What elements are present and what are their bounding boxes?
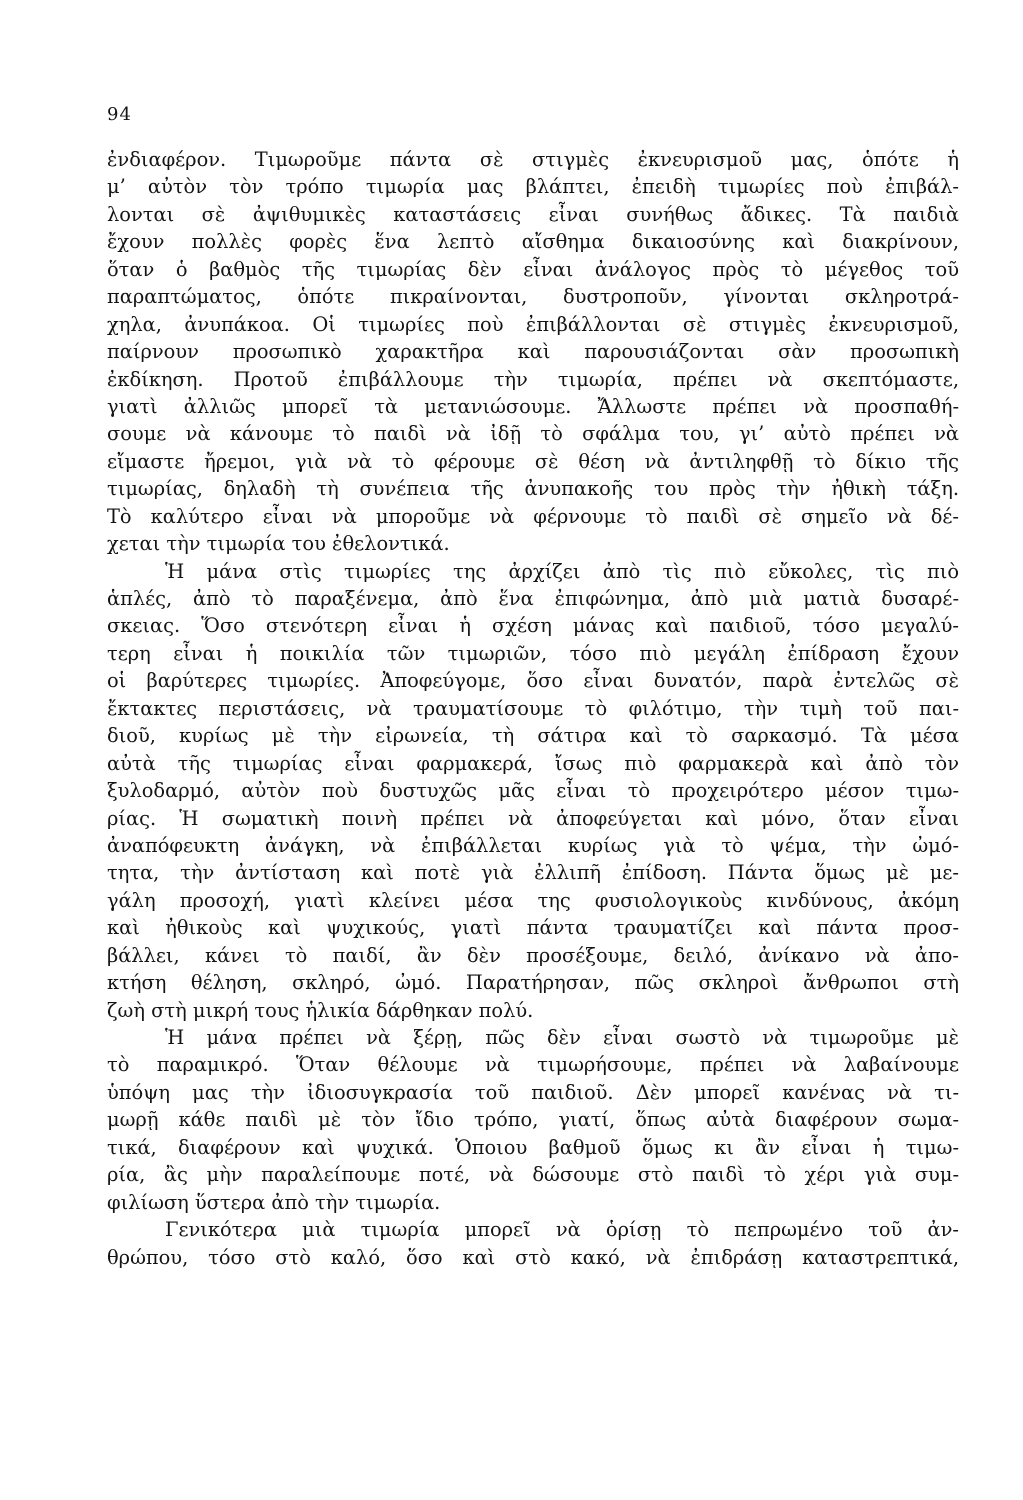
text-line: τερη εἶναι ἡ ποικιλία τῶν τιμωριῶν, τόσο πιὸ μεγάλη ἐπίδραση ἔχουν (107, 641, 959, 665)
text-line: ἐκδίκηση. Προτοῦ ἐπιβάλλουμε τὴν τιμωρία, πρέπει νὰ σκεπτόμαστε, (107, 367, 959, 391)
text-line: λονται σὲ ἀψιθυμικὲς καταστάσεις εἶναι συνήθως ἄδικες. Τὰ παιδιὰ (107, 202, 959, 226)
text-line: ζωὴ στὴ μικρή τους ἡλικία δάρθηκαν πολύ. (107, 998, 534, 1022)
text-line: τιμωρίας, δηλαδὴ τὴ συνέπεια τῆς ἀνυπακοῆς του πρὸς τὴν ἠθικὴ τάξη. (107, 477, 959, 501)
text-line: ἔκτακτες περιστάσεις, νὰ τραυματίσουμε τὸ φιλότιμο, τὴν τιμὴ τοῦ παι- (107, 696, 959, 720)
text-line: βάλλει, κάνει τὸ παιδί, ἂν δὲν προσέξουμε, δειλό, ἀνίκανο νὰ ἀπο- (107, 943, 959, 967)
text-line: χηλα, ἀνυπάκοα. Οἱ τιμωρίες ποὺ ἐπιβάλλονται σὲ στιγμὲς ἐκνευρισμοῦ, (107, 312, 959, 336)
text-line: αὐτὰ τῆς τιμωρίας εἶναι φαρμακερά, ἴσως πιὸ φαρμακερὰ καὶ ἀπὸ τὸν (107, 751, 959, 775)
text-line: Γενικότερα μιὰ τιμωρία μπορεῖ νὰ ὁρίσῃ τὸ πεπρωμένο τοῦ ἀν- (165, 1218, 959, 1242)
text-line: σκειας. Ὅσο στενότερη εἶναι ἡ σχέση μάνας καὶ παιδιοῦ, τόσο μεγαλύ- (107, 614, 959, 638)
text-line: καὶ ἠθικοὺς καὶ ψυχικούς, γιατὶ πάντα τραυματίζει καὶ πάντα προσ- (107, 916, 959, 940)
body-text (107, 146, 959, 1271)
text-line: Ἡ μάνα στὶς τιμωρίες της ἀρχίζει ἀπὸ τὶς πιὸ εὔκολες, τὶς πιὸ (165, 559, 959, 583)
text-line: γάλη προσοχή, γιατὶ κλείνει μέσα της φυσιολογικοὺς κινδύνους, ἀκόμη (107, 888, 959, 912)
text-line: φιλίωση ὕστερα ἀπὸ τὴν τιμωρία. (107, 1190, 441, 1214)
text-line: ἁπλές, ἀπὸ τὸ παραξένεμα, ἀπὸ ἕνα ἐπιφώνημα, ἀπὸ μιὰ ματιὰ δυσαρέ- (107, 587, 959, 610)
text-line: ὅταν ὁ βαθμὸς τῆς τιμωρίας δὲν εἶναι ἀνάλογος πρὸς τὸ μέγεθος τοῦ (107, 257, 959, 281)
text-line: τητα, τὴν ἀντίσταση καὶ ποτὲ γιὰ ἐλλιπῆ ἐπίδοση. Πάντα ὅμως μὲ με- (107, 861, 959, 885)
text-line: ἐνδιαφέρον. Τιμωροῦμε πάντα σὲ στιγμὲς ἐκνευρισμοῦ μας, ὁπότε ἡ (107, 148, 959, 171)
text-line: ὑπόψη μας τὴν ἰδιοσυγκρασία τοῦ παιδιοῦ. Δὲν μπορεῖ κανένας νὰ τι- (107, 1080, 959, 1104)
text-line: Τὸ καλύτερο εἶναι νὰ μποροῦμε νὰ φέρνουμε τὸ παιδὶ σὲ σημεῖο νὰ δέ- (107, 504, 959, 528)
text-line: κτήση θέληση, σκληρό, ὠμό. Παρατήρησαν, πῶς σκληροὶ ἄνθρωποι στὴ (107, 971, 959, 995)
text-line: οἱ βαρύτερες τιμωρίες. Ἀποφεύγομε, ὅσο εἶναι δυνατόν, παρὰ ἐντελῶς σὲ (107, 669, 959, 693)
text-line: διοῦ, κυρίως μὲ τὴν εἰρωνεία, τὴ σάτιρα καὶ τὸ σαρκασμό. Τὰ μέσα (107, 724, 959, 748)
text-line: σουμε νὰ κάνουμε τὸ παιδὶ νὰ ἰδῇ τὸ σφάλμα του, γι’ αὐτὸ πρέπει νὰ (107, 422, 959, 446)
text-line: εἴμαστε ἤρεμοι, γιὰ νὰ τὸ φέρουμε σὲ θέση νὰ ἀντιληφθῇ τὸ δίκιο τῆς (107, 449, 959, 473)
text-line: ξυλοδαρμό, αὐτὸν ποὺ δυστυχῶς μᾶς εἶναι τὸ προχειρότερο μέσον τιμω- (107, 779, 959, 803)
text-line: Ἡ μάνα πρέπει νὰ ξέρῃ, πῶς δὲν εἶναι σωστὸ νὰ τιμωροῦμε μὲ (165, 1026, 959, 1049)
text-line: τικά, διαφέρουν καὶ ψυχικά. Ὁποιου βαθμοῦ ὅμως κι ἂν εἶναι ἡ τιμω- (107, 1135, 959, 1159)
page-number: 94 (107, 104, 132, 125)
text-line: ρία, ἂς μὴν παραλείπουμε ποτέ, νὰ δώσουμε στὸ παιδὶ τὸ χέρι γιὰ συμ- (107, 1163, 959, 1187)
text-line: γιατὶ ἀλλιῶς μπορεῖ τὰ μετανιώσουμε. Ἄλλωστε πρέπει νὰ προσπαθή- (107, 394, 959, 418)
text-line: παραπτώματος, ὁπότε πικραίνονται, δυστροποῦν, γίνονται σκληροτρά- (107, 285, 959, 309)
text-line: θρώπου, τόσο στὸ καλό, ὅσο καὶ στὸ κακό, νὰ ἐπιδράσῃ καταστρεπτικά, (107, 1245, 959, 1269)
text-line: ἔχουν πολλὲς φορὲς ἕνα λεπτὸ αἴσθημα δικαιοσύνης καὶ διακρίνουν, (107, 230, 959, 254)
text-line: μ’ αὐτὸν τὸν τρόπο τιμωρία μας βλάπτει, ἐπειδὴ τιμωρίες ποὺ ἐπιβάλ- (107, 175, 959, 199)
text-line: ρίας. Ἡ σωματικὴ ποινὴ πρέπει νὰ ἀποφεύγεται καὶ μόνο, ὅταν εἶναι (107, 806, 959, 830)
text-line: παίρνουν προσωπικὸ χαρακτῆρα καὶ παρουσιάζονται σὰν προσωπικὴ (107, 340, 959, 364)
text-line: χεται τὴν τιμωρία του ἐθελοντικά. (107, 532, 450, 556)
text-line: ἀναπόφευκτη ἀνάγκη, νὰ ἐπιβάλλεται κυρίως γιὰ τὸ ψέμα, τὴν ὠμό- (107, 833, 959, 857)
text-line: μωρῇ κάθε παιδὶ μὲ τὸν ἴδιο τρόπο, γιατί, ὅπως αὐτὰ διαφέρουν σωμα- (107, 1108, 959, 1132)
text-line: τὸ παραμικρό. Ὅταν θέλουμε νὰ τιμωρήσουμε, πρέπει νὰ λαβαίνουμε (107, 1053, 959, 1077)
